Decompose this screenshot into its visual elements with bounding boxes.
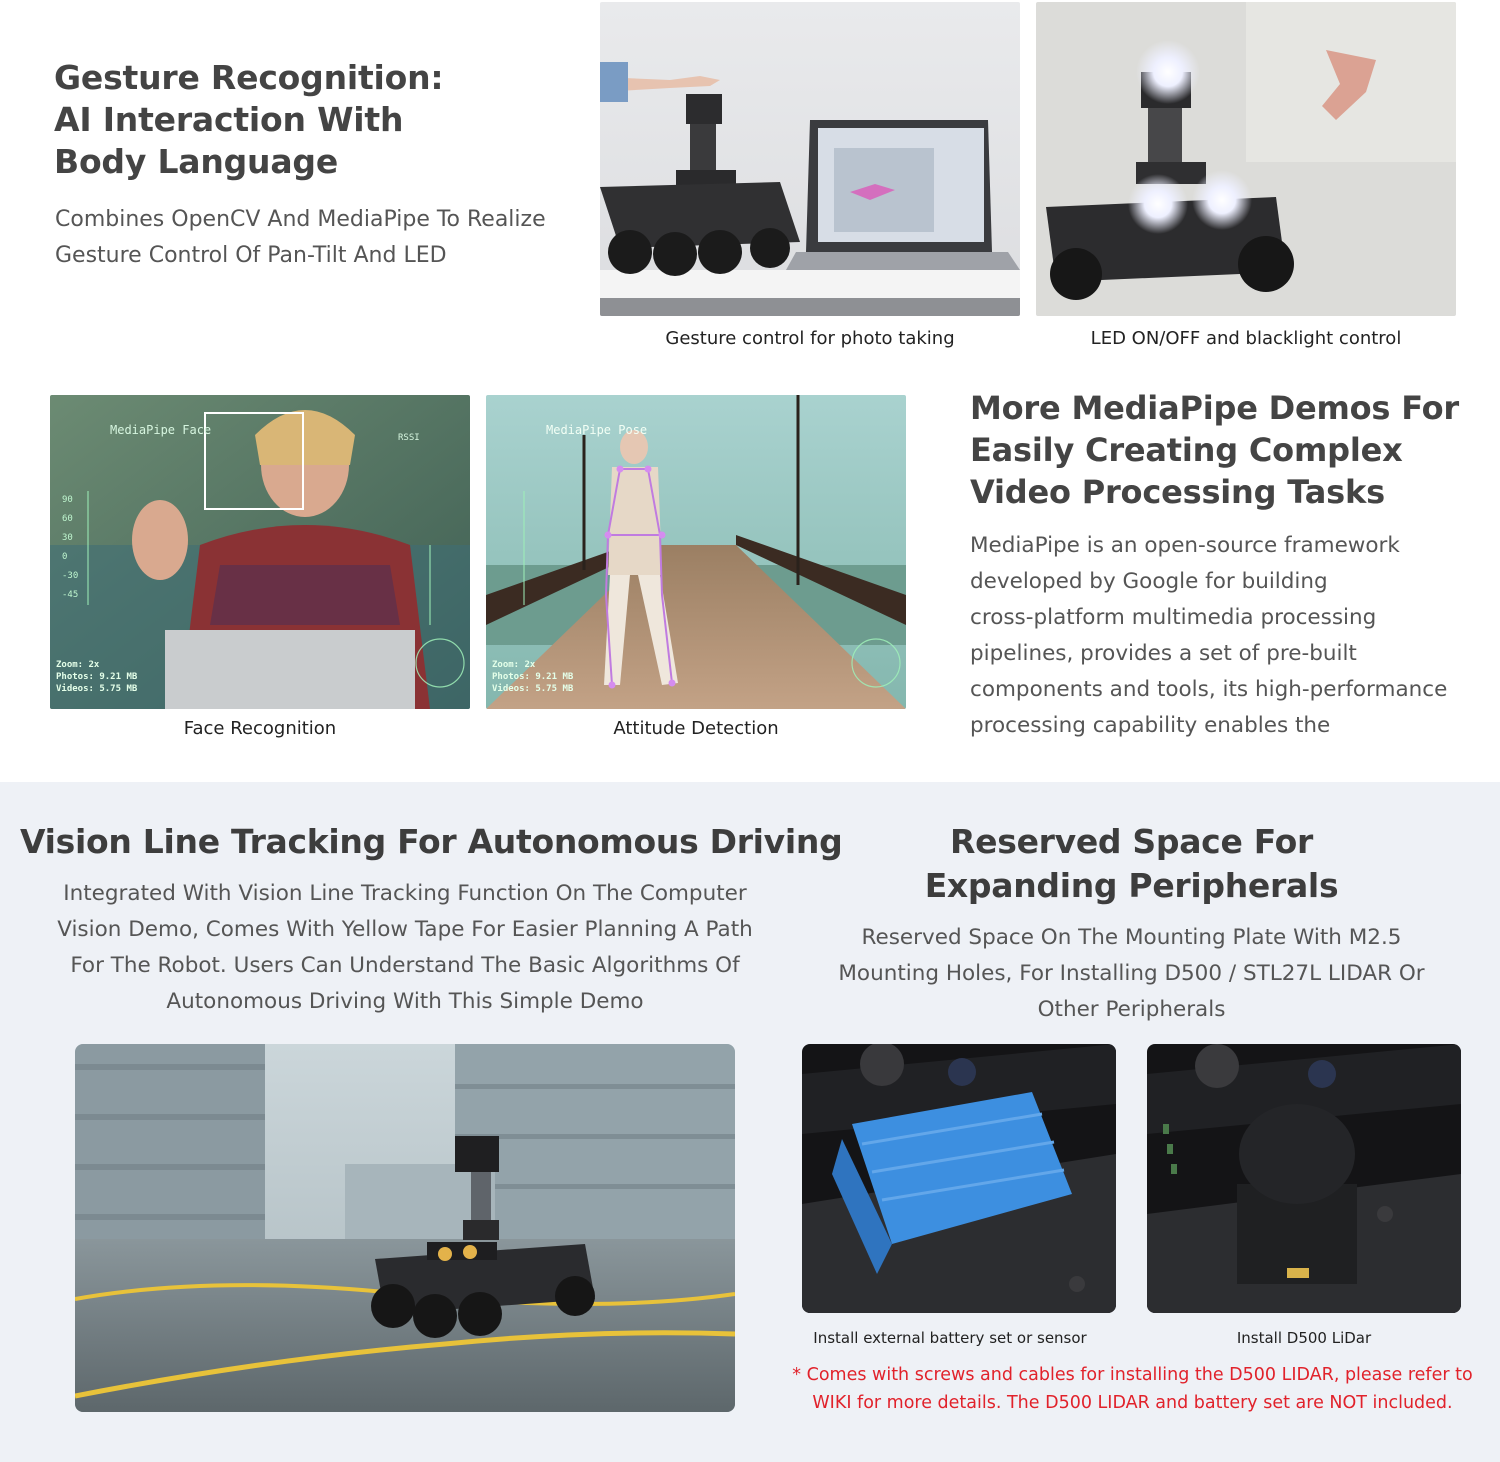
line-tracking-title: Vision Line Tracking For Autonomous Driving <box>20 822 843 861</box>
gesture-title-line: Gesture Recognition: <box>54 58 444 97</box>
mediapipe-title-line: Easily Creating Complex <box>970 431 1403 469</box>
note-line: * Comes with screws and cables for installing the D500 LIDAR, please refer to <box>792 1365 1473 1385</box>
hud-scale <box>62 491 78 605</box>
line-tracking-desc-line: For The Robot. Users Can Understand The Basic Algorithms Of <box>70 953 740 978</box>
hud-videos: Videos: 5.75 MB <box>56 684 138 694</box>
mediapipe-desc-line: developed by Google for building <box>970 569 1328 594</box>
peripherals-description <box>810 920 1453 1028</box>
gesture-photo-caption: Gesture control for photo taking <box>665 328 955 349</box>
hud-zoom: Zoom: 2x <box>56 660 100 670</box>
led-photo-image <box>1036 2 1456 316</box>
hud-scale-value: 30 <box>62 533 73 543</box>
hud-scale-value: 0 <box>62 552 68 562</box>
face-recognition-image <box>50 395 470 709</box>
line-tracking-image <box>75 1044 735 1412</box>
mediapipe-desc-line: cross-platform multimedia processing <box>970 605 1377 630</box>
gesture-photo-illustration <box>600 2 1020 316</box>
gesture-photo-image <box>600 2 1020 316</box>
mediapipe-desc-line: MediaPipe is an open-source framework <box>970 533 1400 558</box>
battery-install-caption: Install external battery set or sensor <box>813 1329 1087 1347</box>
lidar-install-image <box>1147 1044 1461 1313</box>
gesture-desc-line: Gesture Control Of Pan-Tilt And LED <box>55 243 447 268</box>
hud-zoom: Zoom: 2x <box>492 660 536 670</box>
peripherals-desc-line: Other Peripherals <box>1037 997 1226 1022</box>
face-recognition-caption: Face Recognition <box>183 718 337 739</box>
mediapipe-title <box>970 387 1490 513</box>
gesture-title-line: AI Interaction With <box>54 100 404 139</box>
gesture-title-line: Body Language <box>54 142 339 181</box>
installation-note <box>790 1361 1475 1417</box>
mediapipe-desc-line: processing capability enables the <box>970 713 1331 738</box>
peripherals-title <box>830 820 1433 908</box>
peripherals-desc-line: Mounting Holes, For Installing D500 / STL27L LIDAR Or <box>838 961 1425 986</box>
line-tracking-illustration <box>75 1044 735 1412</box>
hud-scale-value: -30 <box>62 571 79 581</box>
mediapipe-title-line: More MediaPipe Demos For <box>970 389 1459 427</box>
line-tracking-description <box>20 876 790 1020</box>
lidar-install-caption: Install D500 LiDar <box>1236 1329 1372 1347</box>
gesture-description <box>55 202 595 274</box>
hud-rssi: RSSI <box>398 433 420 443</box>
mediapipe-title-line: Video Processing Tasks <box>970 473 1385 511</box>
hud-videos: Videos: 5.75 MB <box>492 684 574 694</box>
battery-install-image <box>802 1044 1116 1313</box>
hud-photos: Photos: 9.21 MB <box>56 672 138 682</box>
mediapipe-desc-line: components and tools, its high-performance <box>970 677 1448 702</box>
mediapipe-desc-line: pipelines, provides a set of pre-built <box>970 641 1357 666</box>
battery-install-illustration <box>802 1044 1116 1313</box>
peripherals-desc-line: Reserved Space On The Mounting Plate With M2.5 <box>861 925 1402 950</box>
attitude-detection-caption: Attitude Detection <box>613 718 779 739</box>
hud-stats-pose <box>492 659 573 695</box>
hud-scale-value: 90 <box>62 495 73 505</box>
bottom-section <box>0 782 1500 1462</box>
hud-scale-value: -45 <box>62 590 79 600</box>
hud-stats <box>56 659 137 695</box>
attitude-detection-image <box>486 395 906 709</box>
led-photo-caption: LED ON/OFF and blacklight control <box>1090 328 1402 349</box>
line-tracking-desc-line: Integrated With Vision Line Tracking Function On The Computer <box>63 881 747 906</box>
note-line: WIKI for more details. The D500 LIDAR and battery set are NOT included. <box>812 1393 1453 1413</box>
lidar-install-illustration <box>1147 1044 1461 1313</box>
led-photo-illustration <box>1036 2 1456 316</box>
line-tracking-desc-line: Vision Demo, Comes With Yellow Tape For Easier Planning A Path <box>57 917 753 942</box>
peripherals-title-line: Expanding Peripherals <box>924 866 1339 905</box>
hud-photos: Photos: 9.21 MB <box>492 672 574 682</box>
hud-pose-label: MediaPipe Pose <box>546 423 648 437</box>
gesture-title <box>54 57 574 183</box>
hud-scale-value: 60 <box>62 514 73 524</box>
line-tracking-desc-line: Autonomous Driving With This Simple Demo <box>166 989 644 1014</box>
peripherals-title-line: Reserved Space For <box>950 822 1313 861</box>
hud-face-label: MediaPipe Face <box>110 423 212 437</box>
gesture-desc-line: Combines OpenCV And MediaPipe To Realize <box>55 207 546 232</box>
mediapipe-description <box>970 528 1495 744</box>
